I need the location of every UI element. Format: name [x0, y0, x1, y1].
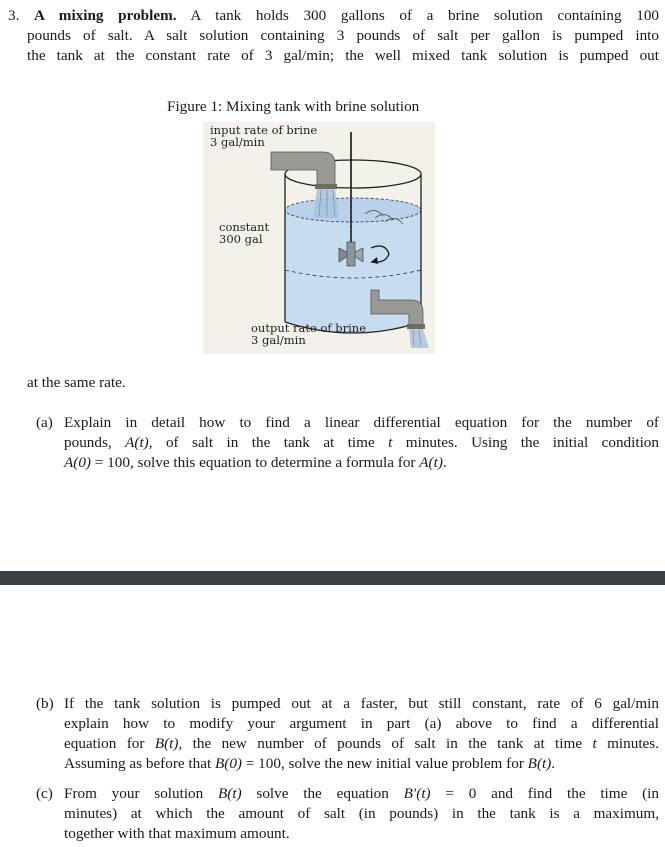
function-b-of-t: B(t) — [154, 735, 179, 752]
part-c-line-1 — [64, 784, 659, 804]
initial-condition-a: A(0) — [64, 454, 91, 471]
part-a-text: = 100, solve this equation to determine a formula for — [91, 454, 420, 471]
part-b-text: , the new number of pounds of salt in the tank at time — [178, 735, 593, 752]
part-b-text: Assuming as before that — [64, 755, 215, 772]
variable-t: t — [592, 735, 597, 752]
part-a-text: minutes. Using the initial condition — [392, 434, 659, 451]
part-b-label: (b) — [36, 695, 54, 712]
variable-t: t — [388, 434, 393, 451]
part-c-line-2: minutes) at which the amount of salt (in pounds) in the tank is a maximum, — [64, 805, 659, 822]
output-rate-label-1: output rate of brine — [251, 321, 367, 335]
volume-label-2: 300 gal — [219, 232, 263, 246]
part-b-line-2: explain how to modify your argument in part (a) above to find a differential — [64, 715, 659, 732]
input-rate-label-1: input rate of brine — [210, 123, 318, 137]
mixing-tank-figure — [203, 122, 435, 354]
input-rate-label-2: 3 gal/min — [210, 135, 265, 149]
problem-intro-text: A tank holds 300 gallons of a brine solution containing 100 — [190, 7, 660, 24]
page-divider — [0, 571, 665, 585]
output-rate-label-2: 3 gal/min — [251, 333, 306, 347]
part-b-text: = 100, solve the new initial value problem for — [242, 755, 528, 772]
initial-condition-b: B(0) — [215, 755, 242, 772]
function-a-of-t: A(t) — [125, 434, 149, 451]
part-c-text: solve the equation — [241, 785, 404, 802]
problem-title: A mixing problem. — [34, 7, 177, 24]
part-b-line-1: If the tank solution is pumped out at a faster, but still constant, rate of 6 gal/min — [64, 695, 659, 712]
figure-caption: Figure 1: Mixing tank with brine solution — [167, 98, 420, 115]
function-a-of-t: A(t) — [419, 454, 443, 471]
problem-intro-tail: at the same rate. — [27, 374, 126, 391]
function-b-of-t: B(t) — [527, 755, 552, 772]
part-b-line-4 — [64, 754, 659, 774]
function-b-of-t: B(t) — [218, 785, 242, 802]
part-a-line-1: Explain in detail how to find a linear differential equation for the number of — [64, 414, 659, 431]
part-c-text: From your solution — [64, 785, 219, 802]
problem-intro-line-2: pounds of salt. A salt solution containing 3 pounds of salt per gallon is pumped into — [27, 27, 659, 44]
part-a-label: (a) — [36, 414, 53, 431]
period: . — [551, 755, 556, 772]
part-b-line-3 — [64, 734, 659, 754]
part-c-line-3: together with that maximum amount. — [64, 825, 290, 842]
part-a-line-3 — [64, 453, 447, 473]
part-c-text: = 0 and find the time (in — [430, 785, 659, 802]
part-c-label: (c) — [36, 785, 53, 802]
problem-intro-line-1 — [8, 6, 659, 26]
part-b-text: equation for — [64, 735, 155, 752]
problem-intro-line-3: the tank at the constant rate of 3 gal/min; the well mixed tank solution is pumped out — [27, 47, 659, 64]
part-b-text: minutes. — [596, 735, 659, 752]
volume-label-1: constant — [219, 220, 270, 234]
part-a-text: , of salt in the tank at time — [148, 434, 389, 451]
period: . — [442, 454, 447, 471]
part-a-text: pounds, — [64, 434, 126, 451]
problem-number: 3. — [8, 7, 20, 24]
derivative-b-of-t: B′(t) — [403, 785, 431, 802]
part-a-line-2 — [64, 433, 659, 453]
